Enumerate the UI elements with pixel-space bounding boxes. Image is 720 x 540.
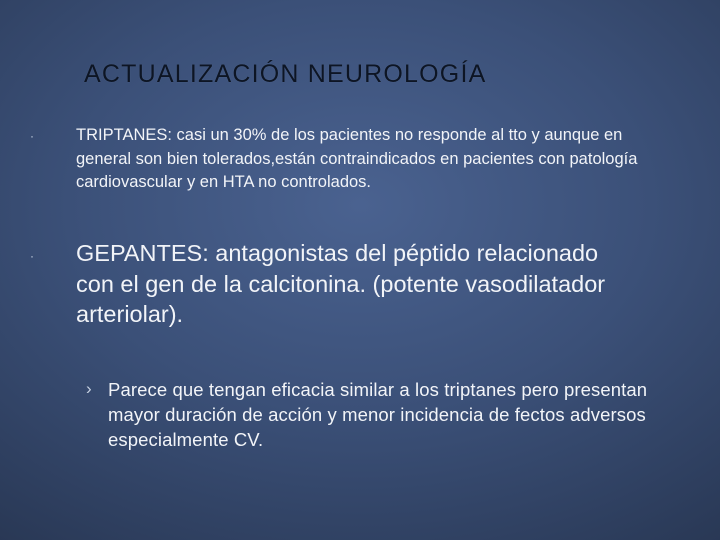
sub-bullet-item [86,377,686,452]
sub-bullet-text: Parece que tengan eficacia similar a los triptanes pero presentan mayor duración de acción y menor incidencia de fectos adversos especialmente CV. [108,379,648,450]
bullet-text: GEPANTES: antagonistas del péptido relacionado con el gen de la calcitonina. (potente vasodilatador arteriolar). [76,240,606,327]
bullet-item-gepantes [30,238,690,330]
slide-title: ACTUALIZACIÓN NEUROLOGÍA [84,60,487,88]
bullet-item-triptanes [30,124,690,195]
chevron-right-icon: › [86,379,92,398]
bullet-dot-icon: · [30,249,34,263]
bullet-dot-icon: · [30,129,34,143]
bullet-text: TRIPTANES: casi un 30% de los pacientes no responde al tto y aunque en general son bien tolerados,están contraindicados en pacientes con patología cardiovascular y en HTA no controlados. [76,126,638,191]
